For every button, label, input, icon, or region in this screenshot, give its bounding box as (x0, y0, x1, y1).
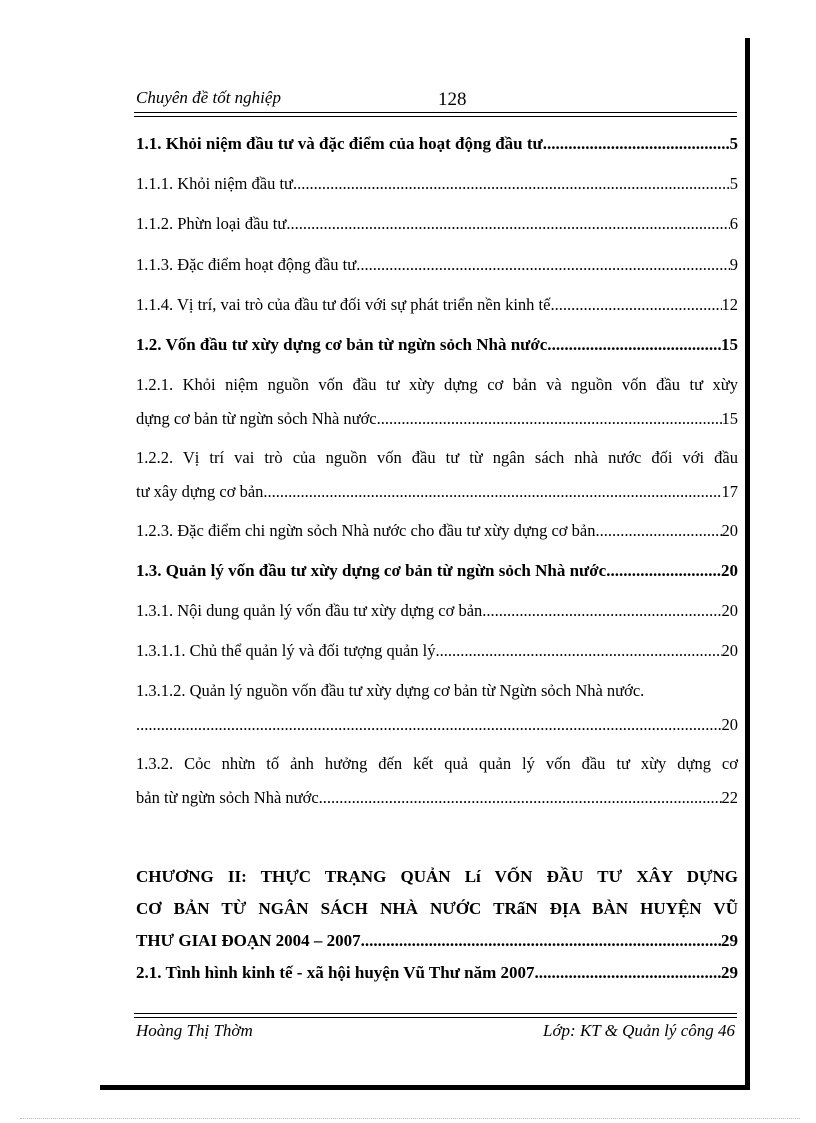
toc-entry[interactable]: 1.1.1. Khỏi niệm đầu tư. ..... 5 (136, 174, 738, 194)
toc-entry[interactable]: 1.2.1. Khỏi niệm nguồn vốn đầu tư xừy dựng cơ bản và nguồn vốn đầu tư xừy dựng cơ bản từ ngừn sỏch Nhà nước ..... 15 (136, 375, 738, 429)
toc-entry[interactable]: 1.3.2. Cỏc nhừn tố ảnh hưởng đến kết quả quản lý vốn đầu tư xừy dựng cơ bản từ ngừn sỏch Nhà nước. ..... 22 (136, 754, 738, 808)
footer-class: Lớp: KT & Quản lý công 46 (543, 1021, 735, 1040)
toc-entry[interactable]: 1.3.1.2. Quản lý nguồn vốn đầu tư xừy dựng cơ bản từ Ngừn sỏch Nhà nước. ..... 20 (136, 681, 738, 735)
page-edge-dots (20, 1118, 800, 1119)
header-title: Chuyên đề tốt nghiệp (136, 88, 281, 107)
toc-entry[interactable]: 1.1. Khỏi niệm đầu tư và đặc điểm của hoạt động đầu tư. ..... 5 (136, 134, 738, 154)
toc-entry[interactable]: 1.1.3. Đặc điểm hoạt động đầu tư. ..... 9 (136, 255, 738, 275)
toc-entry[interactable]: 1.1.4. Vị trí, vai trò của đầu tư đối với sự phát triển nền kinh tế. ..... 12 (136, 295, 738, 315)
toc-entry[interactable]: 1.1.2. Phừn loại đầu tư ..... 6 (136, 214, 738, 234)
toc-entry[interactable]: 1.3. Quản lý vốn đầu tư xừy dựng cơ bản từ ngừn sỏch Nhà nước. ..... 20 (136, 561, 738, 581)
header-rule (134, 112, 737, 117)
header-page-number: 128 (438, 89, 467, 110)
toc-entry[interactable]: 1.2. Vốn đầu tư xừy dựng cơ bản từ ngừn sỏch Nhà nước. ..... 15 (136, 335, 738, 355)
footer-rule (134, 1013, 737, 1018)
page-shadow-bottom (100, 1085, 750, 1090)
toc-entry[interactable]: 1.3.1. Nội dung quản lý vốn đầu tư xừy dựng cơ bản. ..... 20 (136, 601, 738, 621)
toc-entry[interactable]: 2.1. Tình hình kinh tế - xã hội huyện Vũ Thư năm 2007. ..... 29 (136, 963, 738, 983)
page-shadow-right (745, 38, 750, 1090)
toc-entry[interactable]: 1.3.1.1. Chủ thể quản lý và đối tượng quản lý. ..... 20 (136, 641, 738, 661)
toc-entry[interactable]: 1.2.3. Đặc điểm chi ngừn sỏch Nhà nước cho đầu tư xừy dựng cơ bản. ..... 20 (136, 521, 738, 541)
footer-author: Hoàng Thị Thờm (136, 1021, 253, 1040)
toc-entry[interactable]: 1.2.2. Vị trí vai trò của nguồn vốn đầu tư từ ngân sách nhà nước đối với đầu tư xây dựng cơ bản. ..... 17 (136, 448, 738, 502)
toc-entry-chapter[interactable]: CHƯƠNG II: THỰC TRẠNG QUẢN Lí VỐN ĐẦU TƯ XÂY DỰNG CƠ BẢN TỪ NGÂN SÁCH NHÀ NƯỚC TRấN ĐỊA BÀN HUYỆN VŨ THƯ GIAI ĐOẠN 2004 – 2007. ..... 29 (136, 867, 738, 951)
